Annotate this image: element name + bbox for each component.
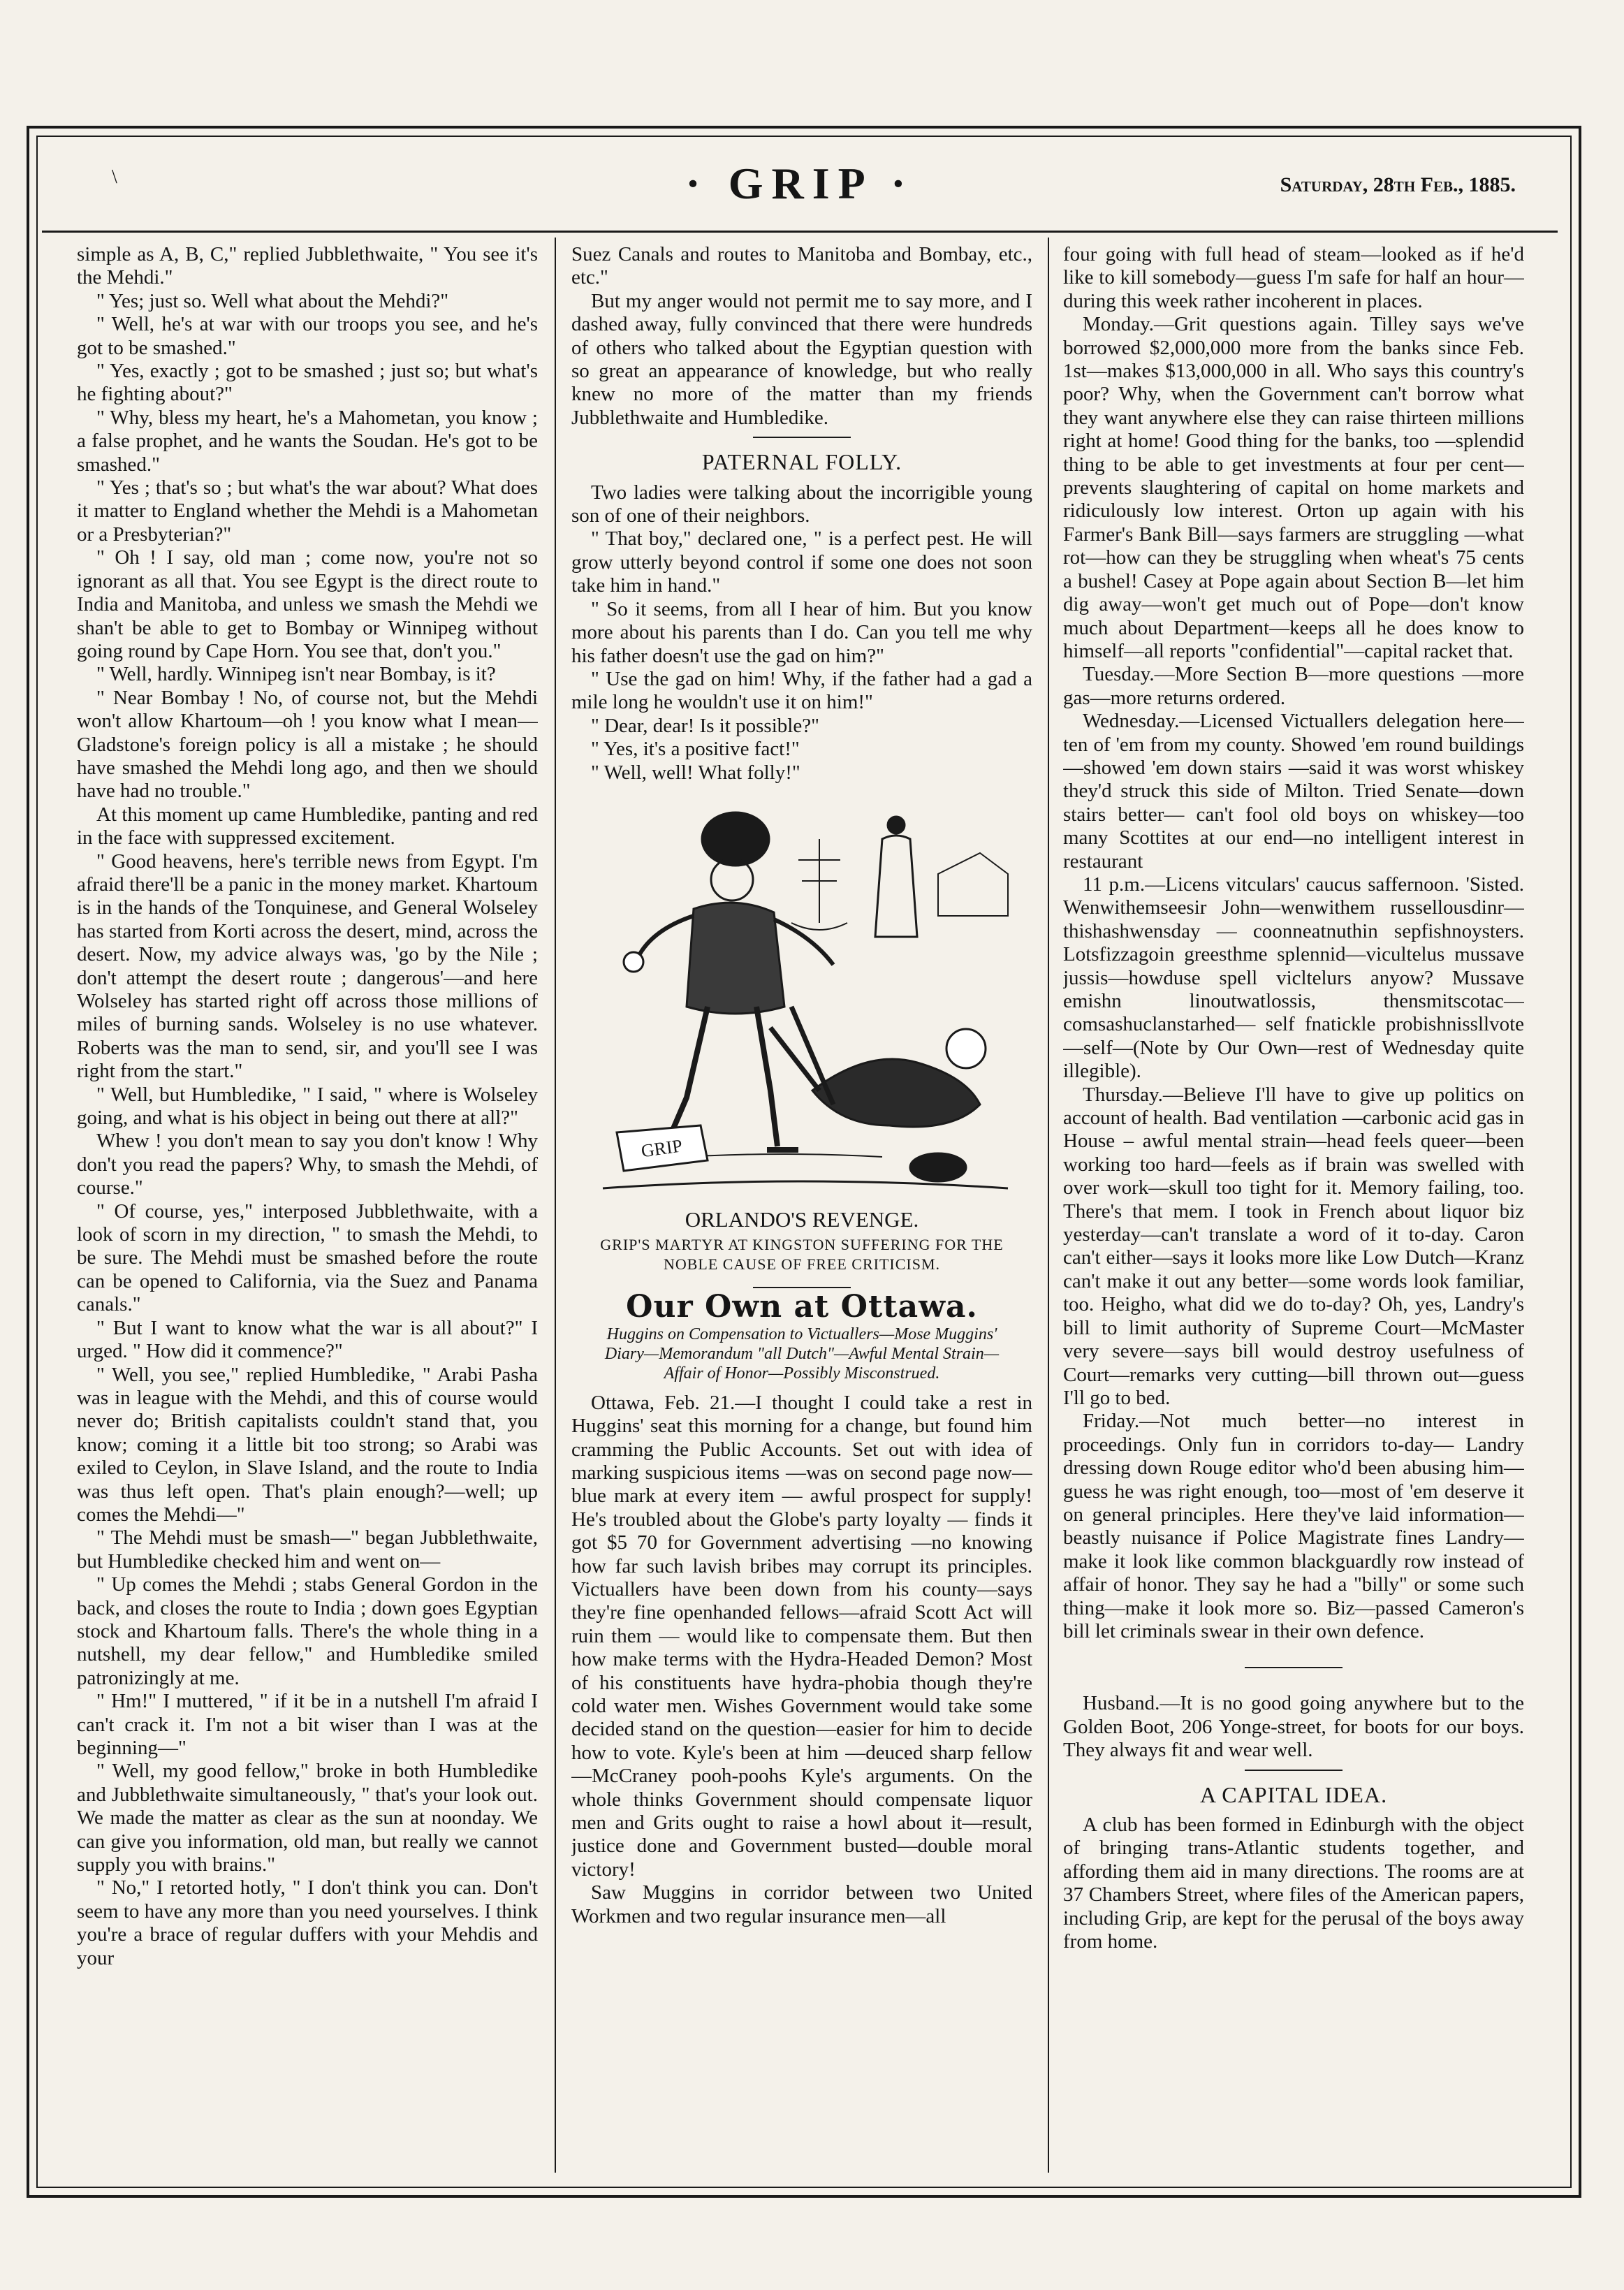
paragraph: A club has been formed in Edinburgh with the object of bringing trans-Atlantic students together, and affording them aid in many directions. The rooms are at 37 Chambers Street, where files of the American papers, including Grip, are kept for the perusal of the boys away from home. xyxy=(1063,1814,1524,1953)
paragraph: " Use the gad on him! Why, if the father had a gad a mile long he wouldn't use it on him!" xyxy=(571,667,1032,714)
masthead-rule xyxy=(42,231,1558,233)
cartoon-caption-subtitle: GRIP'S MARTYR AT KINGSTON SUFFERING FOR THE NOBLE CAUSE OF FREE CRITICISM. xyxy=(600,1236,1004,1274)
paragraph: Ottawa, Feb. 21.—I thought I could take a rest in Huggins' seat this morning for a change, but found him cramming the Public Accounts. Set out with idea of marking suspicious items —was on second page now—blue mark at every item — awful prospect for supply! He's troubled about the Globe's party loyalty — finds it got $5 70 for Government advertising —no knowing how far such lavish bribes may corrupt its principles. Victuallers have been down from his county—says they're fine openhanded fellows—afraid Scott Act will ruin them — would like to compensate them. But then how make terms with the Hydra-Headed Demon? Most of his constituents have hydra-phobia though they're cold water men. Wishes Government would take some decided stand on the question—easier for him to decide how to vote. Kyle's been at him —deuced sharp fellow—McCraney pooh-poohs Kyle's arguments. On the whole thinks Government should compensate liquor men and Grits ought to raise a howl about it—result, justice done and Government busted—double moral victory! xyxy=(571,1391,1032,1881)
article-heading: PATERNAL FOLLY. xyxy=(701,449,902,475)
paragraph: " Up comes the Mehdi ; stabs General Gordon in the back, and closes the route to India ; down goes Egyptian stock and Khartoum falls. There's the whole thing in a nutshell, my dear fellow," and Humbledike smiled patronizingly at me. xyxy=(77,1573,538,1689)
paragraph: Friday.—Not much better—no interest in proceedings. Only fun in corridors to-day— Landry dressing down Rouge editor who'd been abusing him—guess he was right enough, too—most of 'em deserve it on general principles. Here they've laid information—beastly nuisance if Police Magistrate fines Landry— make it look like common blackguardly row instead of affair of honor. They say he had a "billy" or some such thing—make it look more so. Biz—passed Cameron's bill let criminals swear in their own defence. xyxy=(1063,1410,1524,1642)
paragraph: " Of course, yes," interposed Jubblethwaite, with a look of scorn in my direction, " to smash the Mehdi, to be sure. The Mehdi must be smashed before the route can be opened to California, via the Suez and Panama canals." xyxy=(77,1199,538,1316)
paragraph: " That boy," declared one, " is a perfect pest. He will grow utterly beyond control if some one does not soon take him in hand." xyxy=(571,527,1032,597)
paragraph: " Well, you see," replied Humbledike, " Arabi Pasha was in league with the Mehdi, and this of course would never do; British capitalists couldn't stand that, you know; coming it a little bit too strong; so Arabi was exiled to Ceylon, in Slave Island, and the route to India was thus left open. That's plain enough?—well; up comes the Mehdi—" xyxy=(77,1363,538,1526)
article-heading: A CAPITAL IDEA. xyxy=(1199,1781,1388,1807)
paragraph: Two ladies were talking about the incorrigible young son of one of their neighbors. xyxy=(571,481,1032,527)
paragraph: Tuesday.—More Section B—more questions —more gas—more returns ordered. xyxy=(1063,663,1524,709)
article-heading-ottawa: Our Own at Ottawa. xyxy=(626,1289,978,1325)
section-divider xyxy=(753,437,851,438)
column-2 xyxy=(571,243,1032,2157)
paragraph: four going with full head of steam—looked as if he'd like to kill somebody—guess I'm safe for half an hour—during this week rather incoherent in places. xyxy=(1063,243,1524,312)
paragraph: Whew ! you don't mean to say you don't know ! Why don't you read the papers? Why, to smash the Mehdi, of course." xyxy=(77,1130,538,1199)
paragraph: " Yes; just so. Well what about the Mehdi?" xyxy=(96,289,449,312)
paragraph: " Oh ! I say, old man ; come now, you're not so ignorant as all that. You see Egypt is the direct route to India and Manitoba, and unless we smash the Mehdi we shan't be able to get to Bombay or Winnipeg without going round by Cape Horn. You see that, don't you." xyxy=(77,546,538,662)
paragraph: " So it seems, from all I hear of him. But you know more about his parents than I do. Can you tell me why his father doesn't use the gad on him?" xyxy=(571,597,1032,667)
paragraph: " No," I retorted hotly, " I don't think you can. Don't seem to have any more than you need yourselves. I think you're a brace of regular duffers with your Mehdis and your xyxy=(77,1876,538,1969)
article-subtitle: Huggins on Compensation to Victuallers—Mose Muggins' Diary—Memorandum "all Dutch"—Awful Mental Strain—Affair of Honor—Possibly Misconstrued. xyxy=(604,1325,1000,1383)
column-1 xyxy=(77,243,538,2157)
paragraph: Suez Canals and routes to Manitoba and Bombay, etc., etc." xyxy=(571,243,1032,289)
section-divider xyxy=(753,1287,851,1288)
paragraph: " Near Bombay ! No, of course not, but the Mehdi won't allow Khartoum—oh ! you know what I mean—Gladstone's foreign policy is all a mistake ; he should have smashed the Mehdi long ago, and then we should have had no trouble." xyxy=(77,686,538,803)
paragraph: simple as A, B, C," replied Jubblethwaite, " You see it's the Mehdi." xyxy=(77,243,538,289)
newspaper-label: GRIP xyxy=(640,1135,684,1162)
paragraph: But my anger would not permit me to say more, and I dashed away, fully convinced that there were hundreds of others who talked about the Egyptian question with so great an appearance of knowledge, but who really knew no more of the matter than my friends Jubblethwaite and Humbledike. xyxy=(571,289,1032,429)
cartoon-illustration xyxy=(589,797,1015,1202)
paragraph: Thursday.—Believe I'll have to give up politics on account of health. Bad ventilation —carbonic acid gas in House – awful mental strain—head feels queer—been working too hard—feels as if brain was swelled with over work—skull too tight for it. Memory failing, too. There's that mem. I took in French about liquor biz yesterday—can't translate a word of it to-day. Caron can't either—says it looks more like Low Dutch—Kranz can't make it out any better—some words look familiar, too. Heigho, what did we do to-day? Oh, yes, Landry's bill to limit authority of Supreme Court—McMaster very severe—says bill would destroy usefulness of Court—remarks very cutting—bill thrown out—guess I'll go to bed. xyxy=(1063,1083,1524,1409)
column-rule xyxy=(555,238,556,2173)
paragraph: " Well, but Humbledike, " I said, " where is Wolseley going, and what is his object in being out there at all?" xyxy=(77,1083,538,1130)
section-divider xyxy=(1245,1667,1343,1668)
paragraph: " Hm!" I muttered, " if it be in a nutshell I'm afraid I can't crack it. I'm not a bit wiser than I was at the beginning—" xyxy=(77,1690,538,1759)
paragraph: Monday.—Grit questions again. Tilley says we've borrowed $2,000,000 more from the banks since Feb. 1st—makes $13,000,000 in all. Who says this country's poor? Why, when the Government can't borrow what they want anywhere else they can raise thirteen millions right at home! Good thing for the banks, too —splendid thing to be able to get investments at four per cent—prevents slaughtering of capital on home markets and ridiculously low interest. Orton up again with his Farmer's Bank Bill—says farmers are struggling —what rot—how can they be struggling when wheat's 75 cents a bushel! Casey at Pope again about Section B—let him dig away—won't get much out of Pope—don't know much about Department—keeps all he does know to himself—all reports "confidential"—capital racket that. xyxy=(1063,313,1524,662)
paragraph: At this moment up came Humbledike, panting and red in the face with suppressed excitement. xyxy=(77,803,538,849)
paragraph: 11 p.m.—Licens vitculars' caucus saffernoon. 'Sisted. Wenwithemseesir John—wenwithem russellousdinr— thishashwensday — coonneatnuthin sepfishnoysters. Lotsfizzagoin greesthme splennid—vicultelus mussave jussis—howduse spell vicltelurs anyow? Mussave emishn linoutwatlossis, thensmitscotac—comsashuclanstarhed— self fnatickle probishnissllvote—self—(Note by Our Own—rest of Wednesday quite illegible). xyxy=(1063,873,1524,1083)
paragraph: " Good heavens, here's terrible news from Egypt. I'm afraid there'll be a panic in the money market. Khartoum is in the hands of the Tonquinese, and General Wolseley has started from Korti across the desert, mind, across the desert. Now, my advice always was, 'go by the Nile ; don't attempt the desert route ; dangerous'—and here Wolseley has started right off across those millions of miles of burning sands. Wolseley is no use whatever. Roberts was the man to send, sir, and you'll see I was right from the start." xyxy=(77,849,538,1083)
paragraph: " But I want to know what the war is all about?" I urged. " How did it commence?" xyxy=(77,1316,538,1363)
paragraph: " Well, he's at war with our troops you see, and he's got to be smashed." xyxy=(77,313,538,359)
paragraph: Saw Muggins in corridor between two United Workmen and two regular insurance men—all xyxy=(571,1881,1032,1927)
paragraph: " Yes, exactly ; got to be smashed ; just so; but what's he fighting about?" xyxy=(77,360,538,406)
paragraph: " Well, my good fellow," broke in both Humbledike and Jubblethwaite simultaneously, " that's your look out. We made the matter as clear as the sun at noonday. We can give you information, old man, but really we cannot supply you with brains." xyxy=(77,1760,538,1876)
column-rule xyxy=(1048,238,1049,2173)
paragraph: " The Mehdi must be smash—" began Jubblethwaite, but Humbledike checked him and went on— xyxy=(77,1526,538,1573)
paragraph: Wednesday.—Licensed Victuallers delegation here—ten of 'em from my county. Showed 'em round buildings—showed 'em down stairs —said it was worst whiskey they'd struck this side of Milton. Tried Senate—down stairs better— can't fool old boys on whiskey—too many Scottites at our end—no intelligent interest in restaurant xyxy=(1063,710,1524,873)
paragraph: " Dear, dear! Is it possible?" xyxy=(591,714,819,737)
cartoon-caption-title: ORLANDO'S REVENGE. xyxy=(685,1206,919,1232)
paragraph: " Well, hardly. Winnipeg isn't near Bombay, is it? xyxy=(96,663,496,686)
cartoon-drawing xyxy=(589,797,1015,1202)
masthead-date: Saturday, 28th Feb., 1885. xyxy=(1280,173,1516,196)
paragraph: " Yes, it's a positive fact!" xyxy=(591,738,800,761)
paragraph: " Well, well! What folly!" xyxy=(591,761,800,784)
masthead: \ · GRIP · Saturday, 28th Feb., 1885. xyxy=(42,152,1558,222)
paragraph: " Yes ; that's so ; but what's the war about? What does it matter to England whether the Mehdi is a Mahometan or a Presbyterian?" xyxy=(77,476,538,546)
paragraph: " Why, bless my heart, he's a Mahometan, you know ; a false prophet, and he wants the Soudan. He's got to be smashed." xyxy=(77,406,538,476)
advertisement: Husband.—It is no good going anywhere but to the Golden Boot, 206 Yonge-street, for boots for our boys. They always fit and wear well. xyxy=(1063,1692,1524,1762)
section-divider xyxy=(1245,1770,1343,1771)
column-3 xyxy=(1063,243,1524,2157)
masthead-title: · GRIP · xyxy=(685,159,914,208)
